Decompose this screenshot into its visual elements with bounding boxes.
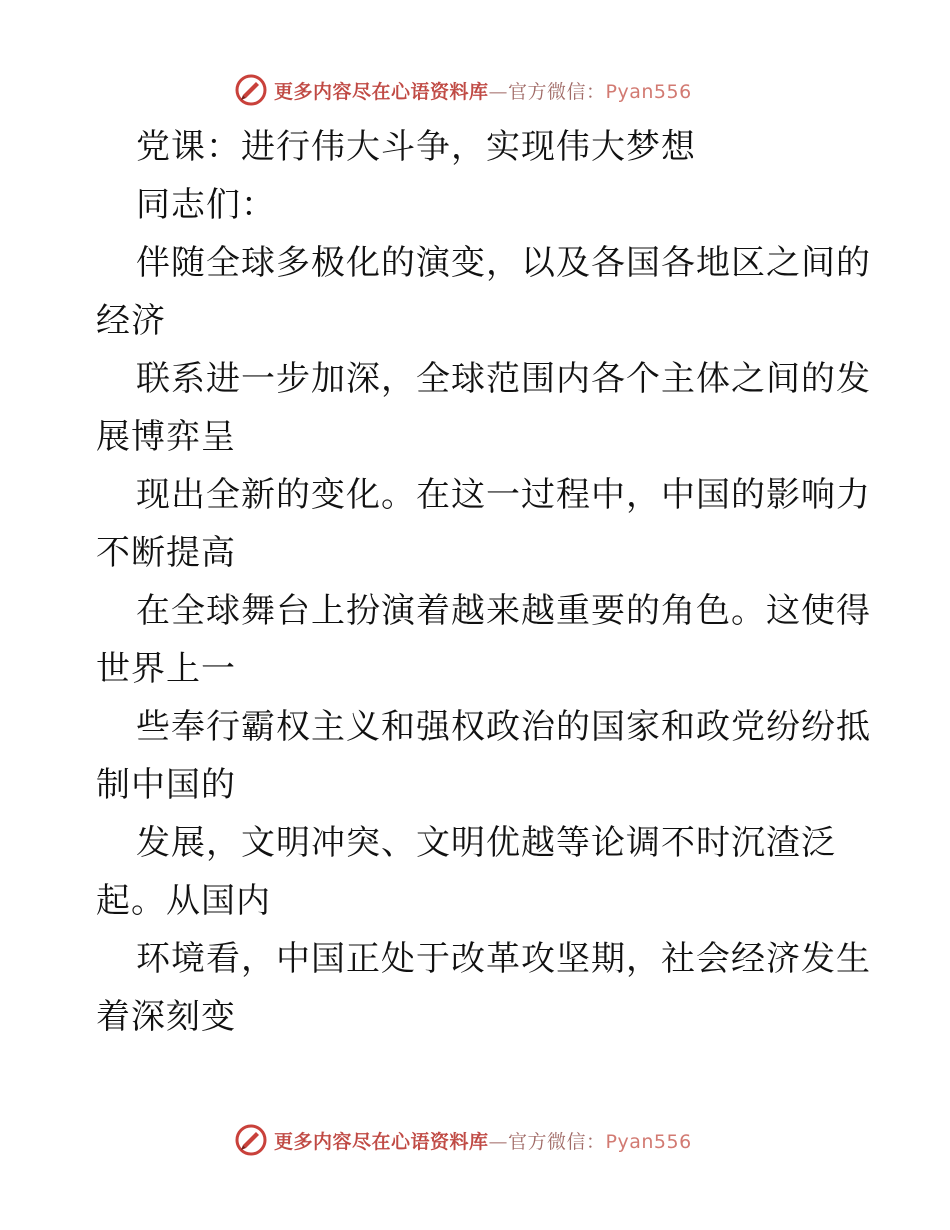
pen-logo-icon bbox=[234, 73, 268, 107]
banner-brand: 更多内容尽在心语资料库 bbox=[274, 1130, 489, 1153]
salutation: 同志们： bbox=[136, 185, 276, 225]
banner-brand: 更多内容尽在心语资料库 bbox=[274, 80, 489, 103]
banner-wechat-label: 官方微信： bbox=[508, 80, 606, 103]
banner-dash: — bbox=[488, 1130, 509, 1153]
text-line: 世界上一 bbox=[96, 649, 236, 689]
text-line: 环境看，中国正处于改革攻坚期，社会经济发生 bbox=[136, 939, 871, 979]
text-line: 制中国的 bbox=[96, 765, 236, 805]
text-line: 联系进一步加深，全球范围内各个主体之间的发 bbox=[136, 359, 871, 399]
banner-text bbox=[274, 1127, 692, 1154]
banner-text bbox=[274, 77, 692, 104]
text-line: 经济 bbox=[96, 301, 166, 341]
pen-logo-icon bbox=[234, 1123, 268, 1157]
text-line: 起。从国内 bbox=[96, 881, 271, 921]
banner-wechat-id: Pyan556 bbox=[605, 80, 692, 103]
document-title: 党课：进行伟大斗争，实现伟大梦想 bbox=[136, 127, 696, 167]
banner-wechat-label: 官方微信： bbox=[508, 1130, 606, 1153]
text-line: 发展，文明冲突、文明优越等论调不时沉渣泛 bbox=[136, 823, 836, 863]
banner-dash: — bbox=[488, 80, 509, 103]
header-banner bbox=[234, 72, 692, 108]
footer-banner bbox=[234, 1122, 692, 1158]
text-line: 展博弈呈 bbox=[96, 417, 236, 457]
text-line: 着深刻变 bbox=[96, 997, 236, 1037]
text-line: 在全球舞台上扮演着越来越重要的角色。这使得 bbox=[136, 591, 871, 631]
text-line: 些奉行霸权主义和强权政治的国家和政党纷纷抵 bbox=[136, 707, 871, 747]
banner-wechat-id: Pyan556 bbox=[605, 1130, 692, 1153]
text-line: 不断提高 bbox=[96, 533, 236, 573]
document-body bbox=[96, 118, 871, 1046]
text-line: 伴随全球多极化的演变，以及各国各地区之间的 bbox=[136, 243, 871, 283]
text-line: 现出全新的变化。在这一过程中，中国的影响力 bbox=[136, 475, 871, 515]
